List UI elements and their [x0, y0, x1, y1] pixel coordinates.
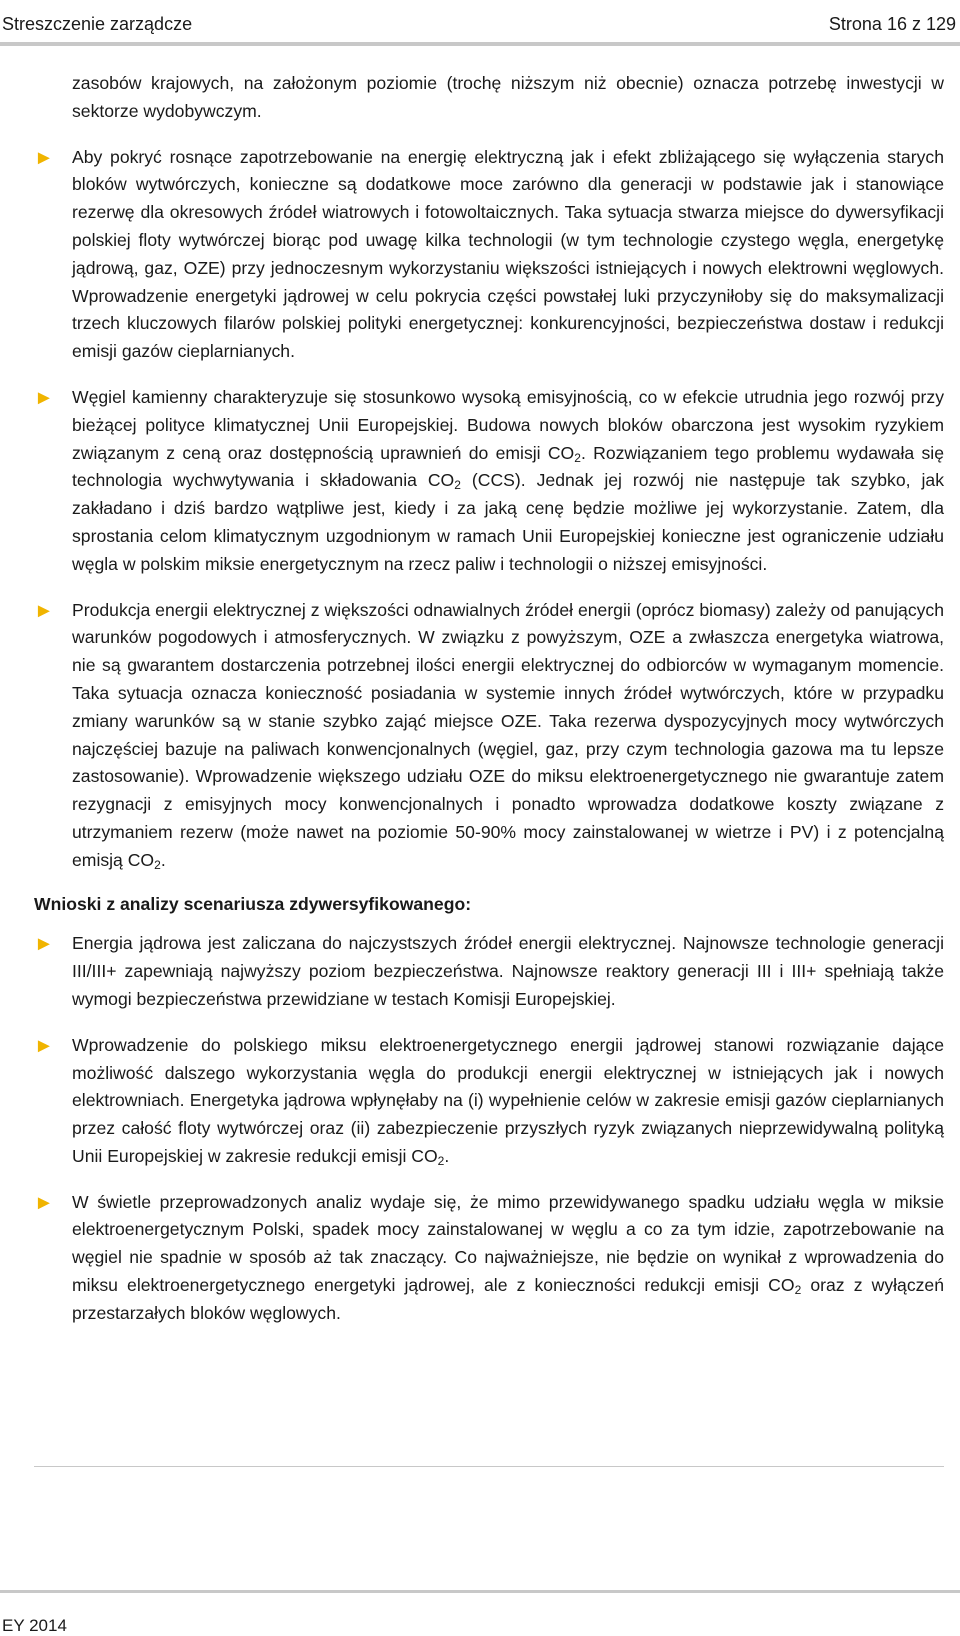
footer-divider [0, 1590, 960, 1593]
bullet-item [34, 1032, 944, 1171]
triangle-bullet-icon: ► [34, 146, 54, 169]
bullet-text: . [444, 1145, 450, 1166]
page-footer [0, 1590, 960, 1635]
triangle-bullet-icon: ► [34, 1034, 54, 1057]
subscript: 2 [154, 857, 161, 872]
subscript: 2 [454, 478, 461, 493]
bullet-text: . Rozwiązaniem tego problemu wydawała się technologia wychwytywania i składowania CO [72, 442, 944, 491]
subscript: 2 [437, 1153, 445, 1168]
bullet-item [34, 930, 944, 1013]
subscript: 2 [574, 450, 581, 465]
bullet-text: Energia jądrowa jest zaliczana do najczystszych źródeł energii elektrycznej. Najnowsze technologie generacji III/III+ zapewniają najwyższy poziom bezpieczeństwa. Najnowsze reaktory generacji III i III+ spełniają także wymogi bezpieczeństwa przewidziane w testach Komisji Europejskiej. [72, 933, 944, 1009]
subscript: 2 [794, 1283, 802, 1298]
section-title: Streszczenie zarządcze [2, 14, 193, 34]
triangle-bullet-icon: ► [34, 933, 54, 956]
bullet-item [34, 1189, 944, 1328]
triangle-bullet-icon: ► [34, 599, 54, 622]
bullet-item [34, 144, 944, 366]
footer-label: EY 2014 [2, 1616, 67, 1635]
bullet-text: Węgiel kamienny charakteryzuje się stosunkowo wysoką emisyjnością, co w efekcie utrudnia jego rozwój przy bieżącej polityce klimatycznej Unii Europejskiej. Budowa nowych bloków obarczona jest wysokim ryzykiem związanym z ceną oraz dostępnością uprawnień do emisji CO [72, 386, 944, 463]
content-end-divider [34, 1466, 944, 1467]
document-body [34, 70, 944, 1328]
triangle-bullet-icon: ► [34, 386, 54, 409]
section-heading: Wnioski z analizy scenariusza zdywersyfikowanego: [34, 893, 472, 914]
bullet-text: (CCS). Jednak jej rozwój nie następuje tak szybko, jak zakładano i dziś bardzo wątpliwe jest, kiedy i za jaką cenę będzie możliwe jej wykorzystanie. Zatem, dla sprostania celom klimatycznym uzgodnionym w ramach Unii Europejskiej konieczne jest ograniczenie udziału węgla w polskim miksie energetycznym na rzecz paliw i technologii o niższej emisyjności. [72, 470, 944, 574]
triangle-bullet-icon: ► [34, 1191, 54, 1214]
bullet-text: Aby pokryć rosnące zapotrzebowanie na energię elektryczną jak i efekt zbliżającego się wyłączenia starych bloków wytwórczych, konieczne są dodatkowe moce zarówno dla generacji w podstawie jak i stanowiące rezerwę dla okresowych źródeł wiatrowych i fotowoltaicznych. Taka sytuacja stwarza miejsce do dywersyfikacji polskiej floty wytwórczej biorąc pod uwagę kilka technologii (w tym technologie czystego węgla, energetykę jądrową, gaz, OZE) przy jednoczesnym wykorzystaniu większości istniejących i nowych elektrowni węglowych. Wprowadzenie energetyki jądrowej w celu pokrycia części powstałej luki przyczyniłoby się do maksymalizacji trzech kluczowych filarów polskiej polityki energetycznej: konkurencyjności, bezpieczeństwa dostaw i redukcji emisji gazów cieplarnianych. [72, 146, 944, 362]
bullet-text: Wprowadzenie do polskiego miksu elektroenergetycznego energii jądrowej stanowi rozwiązanie dające możliwość dalszego wykorzystania węgla do produkcji energii elektrycznej w istniejących jak i nowych elektrowniach. Energetyka jądrowa wpłynęłaby na (i) wypełnienie celów w zakresie emisji gazów cieplarnianych przez całość floty wytwórczej oraz (ii) zabezpieczenie przyszłych ryzyk związanych nieprzewidywalną polityką Unii Europejskiej w zakresie redukcji emisji CO [72, 1034, 944, 1166]
bullet-item [34, 384, 944, 579]
intro-paragraph: zasobów krajowych, na założonym poziomie (trochę niższym niż obecnie) oznacza potrzebę inwestycji w sektorze wydobywczym. [72, 73, 944, 121]
bullet-text: Produkcja energii elektrycznej z większości odnawialnych źródeł energii (oprócz biomasy) zależy od panujących warunków pogodowych i atmosferycznych. W związku z powyższym, OZE a zwłaszcza energetyka wiatrowa, nie są gwarantem dostarczenia potrzebnej ilości energii elektrycznej do odbiorców w wymaganym momencie. Taka sytuacja oznacza konieczność posiadania w systemie innych źródeł wytwórczych, które w przypadku zmiany warunków są w stanie szybko zająć miejsce OZE. Taka rezerwa dyspozycyjnych mocy wytwórczych najczęściej bazuje na paliwach konwencjonalnych (węgiel, gaz, przy czym technologia gazowa ma tu lepsze zastosowanie). Wprowadzenie większego udziału OZE do miksu elektroenergetycznego nie gwarantuje zatem rezygnacji z emisyjnych mocy konwencjonalnych i ponadto wprowadza dodatkowe koszty związane z utrzymaniem rezerw (może nawet na poziomie 50-90% mocy zainstalowanej w wietrze i PV) i z potencjalną emisją CO [72, 599, 944, 870]
bullet-text: . [160, 849, 166, 870]
bullet-text: W świetle przeprowadzonych analiz wydaje się, że mimo przewidywanego spadku udziału węgla w miksie elektroenergetycznym Polski, spadek mocy zainstalowanej w węglu a co za tym idzie, zapotrzebowanie na węgiel nie spadnie w sposób aż tak znaczący. Co najważniejsze, nie będzie on wynikał z wprowadzenia do miksu elektroenergetycznego energetyki jądrowej, ale z konieczności redukcji emisji CO [72, 1191, 944, 1296]
page-header [0, 0, 960, 44]
bullet-item [34, 597, 944, 875]
header-divider [0, 42, 960, 46]
page-number: Strona 16 z 129 [828, 14, 956, 34]
bullet-text: oraz z wyłączeń przestarzałych bloków węglowych. [72, 1275, 944, 1323]
